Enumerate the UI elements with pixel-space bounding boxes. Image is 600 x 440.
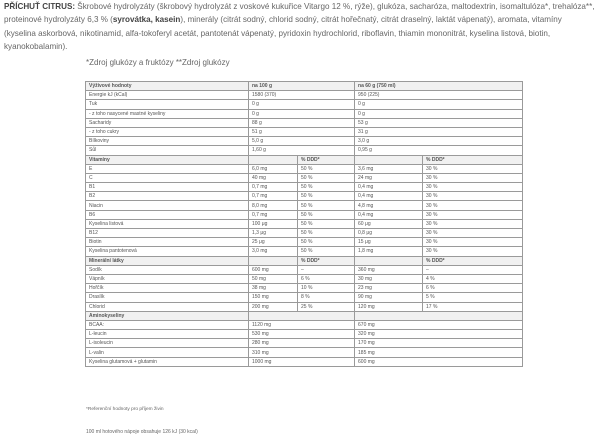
table-cell: B2 — [86, 192, 249, 201]
table-cell: Tuk — [86, 100, 249, 109]
table-cell: 31 g — [355, 127, 523, 136]
table-cell: 30 % — [423, 210, 523, 219]
table-cell: Sodík — [86, 265, 249, 274]
table-cell: Aminokyseliny — [86, 311, 249, 320]
table-cell: Sacharidy — [86, 118, 249, 127]
table-cell: Energie kJ (kCal) — [86, 91, 249, 100]
table-cell: % DDD* — [298, 155, 355, 164]
table-row — [86, 348, 523, 357]
table-cell: E — [86, 164, 249, 173]
table-cell: Vitamíny — [86, 155, 249, 164]
table-row — [86, 247, 523, 256]
table-cell: 50 % — [298, 229, 355, 238]
table-cell: 50 mg — [249, 274, 298, 283]
table-cell: 1580 (370) — [249, 91, 355, 100]
table-cell: 150 mg — [249, 293, 298, 302]
table-cell: 4,8 mg — [355, 201, 423, 210]
table-row — [86, 265, 523, 274]
table-cell: B6 — [86, 210, 249, 219]
table-cell: 88 g — [249, 118, 355, 127]
table-section-header — [86, 311, 523, 320]
table-cell: 0,7 mg — [249, 192, 298, 201]
table-cell: C — [86, 173, 249, 182]
table-cell: 3,0 mg — [249, 247, 298, 256]
table-cell: 0 g — [355, 100, 523, 109]
table-cell: 30 % — [423, 164, 523, 173]
table-row — [86, 302, 523, 311]
table-row — [86, 109, 523, 118]
table-cell: Chlorid — [86, 302, 249, 311]
table-cell: na 100 g — [249, 82, 355, 91]
table-cell: 120 mg — [355, 302, 423, 311]
table-cell: 30 % — [423, 201, 523, 210]
table-cell — [355, 256, 423, 265]
table-cell: Kyselina listová — [86, 219, 249, 228]
table-cell: 50 % — [298, 210, 355, 219]
table-row — [86, 284, 523, 293]
table-cell: 10 % — [298, 284, 355, 293]
table-cell: 0 g — [249, 109, 355, 118]
ingredients-text-part2: ), minerály (citrát sodný, chlorid sodný, citrát hořečnatý, citrát draselný, laktát vápenatý), aromata, vitamíny (kyselina askorbová, nikotinamid, alfa-tokoferyl acetát, pantotenát vápenatý, pyridoxin hydrochlorid, riboflavin, thiamin mononitrát, kyselina listová, biotin, kyanokobalamin). — [4, 15, 562, 51]
table-cell: L-valin — [86, 348, 249, 357]
table-cell: L-isoleucin — [86, 339, 249, 348]
table-section-header — [86, 256, 523, 265]
table-section-header — [86, 82, 523, 91]
table-cell: Sůl — [86, 146, 249, 155]
table-cell: 6 % — [423, 284, 523, 293]
table-cell: 0,7 mg — [249, 183, 298, 192]
table-cell: 0,4 mg — [355, 183, 423, 192]
table-cell: Bílkoviny — [86, 137, 249, 146]
ingredients-text-part1: Škrobové hydrolyzáty (škrobový hydrolyzát z voskové kukuřice Vitargo 12 %, rýže), glukóza, sacharóza, maltodextrin, isomaltulóza*, trehalóza**, proteinové hydrolyzáty 6,3 % ( — [4, 2, 595, 25]
table-cell: 170 mg — [355, 339, 523, 348]
table-cell: 30 % — [423, 229, 523, 238]
table-cell: 0 g — [249, 100, 355, 109]
table-cell: Výživové hodnoty — [86, 82, 249, 91]
reference-note: *Referenční hodnoty pro příjem živin — [86, 407, 164, 412]
table-cell: 320 mg — [355, 330, 523, 339]
table-cell: 30 % — [423, 183, 523, 192]
table-cell: 0,4 mg — [355, 210, 423, 219]
table-cell: 1120 mg — [249, 320, 355, 329]
ingredients-heading: PŘÍCHUŤ CITRUS: — [4, 2, 76, 11]
table-row — [86, 127, 523, 136]
table-row — [86, 137, 523, 146]
table-cell: Kyselina glutamová + glutamin — [86, 357, 249, 366]
table-cell: 8 % — [298, 293, 355, 302]
table-cell: 1,8 mg — [355, 247, 423, 256]
table-cell: 0,8 μg — [355, 229, 423, 238]
table-cell: 600 mg — [249, 265, 298, 274]
table-cell: Kyselina pantotenová — [86, 247, 249, 256]
table-cell — [249, 256, 298, 265]
table-cell: Niacin — [86, 201, 249, 210]
table-cell — [355, 311, 523, 320]
table-cell: 950 (225) — [355, 91, 523, 100]
table-row — [86, 173, 523, 182]
table-cell: 30 % — [423, 238, 523, 247]
table-cell: 5 % — [423, 293, 523, 302]
table-cell: % DDD* — [423, 256, 523, 265]
table-cell: 1000 mg — [249, 357, 355, 366]
table-row — [86, 183, 523, 192]
table-cell: 185 mg — [355, 348, 523, 357]
table-cell: 530 mg — [249, 330, 355, 339]
table-cell: 25 μg — [249, 238, 298, 247]
table-row — [86, 219, 523, 228]
table-cell: 100 μg — [249, 219, 298, 228]
table-cell: 3,0 g — [355, 137, 523, 146]
table-row — [86, 210, 523, 219]
table-row — [86, 164, 523, 173]
table-cell: Hořčík — [86, 284, 249, 293]
table-row — [86, 91, 523, 100]
footer-note: 100 ml hotového nápoje obsahuje 126 kJ (30 kcal) — [86, 429, 198, 435]
table-cell: 280 mg — [249, 339, 355, 348]
table-cell: 310 mg — [249, 348, 355, 357]
table-cell: 3,6 mg — [355, 164, 423, 173]
table-cell: Draslík — [86, 293, 249, 302]
table-cell: 50 % — [298, 201, 355, 210]
table-cell: - z toho cukry — [86, 127, 249, 136]
table-cell: % DDD* — [298, 256, 355, 265]
table-cell: 6 % — [298, 274, 355, 283]
table-cell — [355, 155, 423, 164]
nutrition-table — [85, 81, 523, 367]
table-cell: 50 % — [298, 247, 355, 256]
table-cell: 40 mg — [249, 173, 298, 182]
table-cell: 17 % — [423, 302, 523, 311]
table-section-header — [86, 155, 523, 164]
table-cell: 50 % — [298, 173, 355, 182]
table-cell: 53 g — [355, 118, 523, 127]
table-cell: na 60 g (750 ml) — [355, 82, 523, 91]
table-cell: 24 mg — [355, 173, 423, 182]
table-cell: 600 mg — [355, 357, 523, 366]
table-row — [86, 320, 523, 329]
table-cell: 38 mg — [249, 284, 298, 293]
table-row — [86, 229, 523, 238]
table-cell: - z toho nasycené mastné kyseliny — [86, 109, 249, 118]
table-cell: – — [423, 265, 523, 274]
table-cell: 0 g — [355, 109, 523, 118]
ingredients-paragraph — [4, 0, 596, 53]
table-cell: Vápník — [86, 274, 249, 283]
ingredients-allergens: syrovátka, kasein — [112, 15, 181, 25]
table-row — [86, 357, 523, 366]
table-cell: % DDD* — [423, 155, 523, 164]
table-row — [86, 201, 523, 210]
table-cell: 8,0 mg — [249, 201, 298, 210]
table-row — [86, 274, 523, 283]
table-row — [86, 100, 523, 109]
table-cell — [249, 311, 355, 320]
table-cell: Minerální látky — [86, 256, 249, 265]
table-cell: 670 mg — [355, 320, 523, 329]
table-cell: 25 % — [298, 302, 355, 311]
table-cell: 0,4 mg — [355, 192, 423, 201]
table-cell: 50 % — [298, 183, 355, 192]
table-cell: 50 % — [298, 192, 355, 201]
table-cell: 50 % — [298, 164, 355, 173]
table-cell: 5,0 g — [249, 137, 355, 146]
table-cell: 30 % — [423, 219, 523, 228]
table-cell: 200 mg — [249, 302, 298, 311]
table-cell: 15 μg — [355, 238, 423, 247]
table-row — [86, 146, 523, 155]
table-cell: Biotin — [86, 238, 249, 247]
table-cell: 30 % — [423, 247, 523, 256]
sources-note: *Zdroj glukózy a fruktózy **Zdroj glukózy — [86, 58, 230, 67]
table-cell: 51 g — [249, 127, 355, 136]
table-row — [86, 339, 523, 348]
table-row — [86, 293, 523, 302]
table-cell: B12 — [86, 229, 249, 238]
table-cell: 4 % — [423, 274, 523, 283]
table-cell: 50 % — [298, 219, 355, 228]
table-cell: 0,95 g — [355, 146, 523, 155]
table-cell: 23 mg — [355, 284, 423, 293]
table-cell: B1 — [86, 183, 249, 192]
table-cell: 360 mg — [355, 265, 423, 274]
table-cell: 30 mg — [355, 274, 423, 283]
table-cell: BCAA: — [86, 320, 249, 329]
table-cell: 60 μg — [355, 219, 423, 228]
table-cell: 50 % — [298, 238, 355, 247]
table-row — [86, 192, 523, 201]
table-cell: 6,0 mg — [249, 164, 298, 173]
table-cell: 1,60 g — [249, 146, 355, 155]
table-cell: 0,7 mg — [249, 210, 298, 219]
table-cell: 30 % — [423, 192, 523, 201]
table-cell: 1,3 μg — [249, 229, 298, 238]
table-row — [86, 118, 523, 127]
table-cell: L-leucin — [86, 330, 249, 339]
table-row — [86, 238, 523, 247]
table-cell: 30 % — [423, 173, 523, 182]
table-cell: 90 mg — [355, 293, 423, 302]
table-cell: – — [298, 265, 355, 274]
table-row — [86, 330, 523, 339]
table-cell — [249, 155, 298, 164]
